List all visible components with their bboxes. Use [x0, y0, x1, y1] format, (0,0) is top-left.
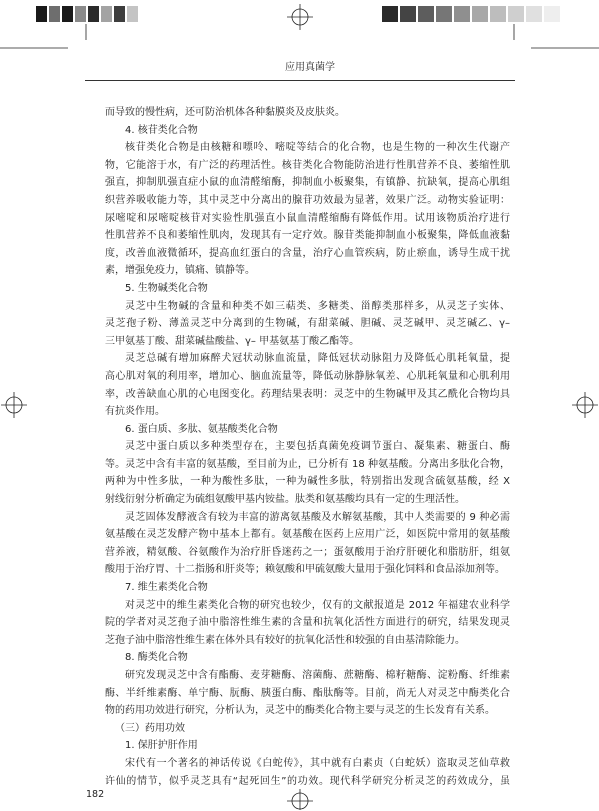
- color-patch: [490, 6, 506, 22]
- color-patch: [127, 6, 138, 22]
- text-line: 有抗炎作用。: [105, 406, 165, 418]
- color-patch: [454, 6, 470, 22]
- paragraph: [105, 755, 510, 790]
- text-line: 性肌营养不良和萎缩性肌肉，发现其有一定疗效。腺苷类能抑制血小板聚集，降低血液黏: [105, 230, 510, 242]
- registration-mark-bottom: [287, 789, 313, 810]
- text-line: 强直，抑制肌强直症小鼠的血清醛缩酶，抑制血小板聚集，有镇静、抗缺氧，提高心肌组: [105, 177, 510, 189]
- text-line: 灵芝中生物碱的含量和种类不如三萜类、多糖类、甾醇类那样多，从灵芝子实体、: [125, 300, 510, 312]
- section-heading: 4. 核苷类化合物: [125, 124, 198, 136]
- text-line: 射线衍射分析确定为硫组氨酸甲基内铵盐。肽类和氨基酸均具有一定的生理活性。: [105, 494, 465, 506]
- color-patch: [472, 6, 488, 22]
- crop-mark-top-left: [0, 24, 86, 48]
- body-text: [105, 104, 510, 790]
- paragraph: [105, 350, 510, 420]
- text-line: 尿嘧啶和尿嘧啶核苷对实验性肌强直小鼠血清醛缩酶有降低作用。试用该物质治疗进行: [105, 212, 510, 224]
- color-patch: [526, 6, 542, 22]
- color-patch: [508, 6, 524, 22]
- section-heading: 1. 保肝护肝作用: [125, 740, 198, 752]
- part-medicinal-effects: [105, 720, 510, 790]
- paragraph: [105, 298, 510, 351]
- color-patch: [400, 6, 416, 22]
- text-line: 芝孢子油中脂溶性维生素在体外具有较好的抗氧化活性和较强的自由基清除能力。: [105, 634, 465, 646]
- header-rule: [85, 80, 515, 81]
- text-line: 物，它能溶于水，有广泛的药理活性。核苷类化合物能防治进行性肌营养不良、萎缩性肌: [105, 159, 510, 171]
- page-number: 182: [86, 789, 105, 800]
- text-line: 高心肌对氧的利用率，增加心、脑血流量等，降低动脉静脉氧差、心肌耗氧量和心肌利用: [105, 370, 510, 382]
- color-patch: [418, 6, 434, 22]
- paragraph: [105, 139, 510, 280]
- paragraph: [105, 509, 510, 579]
- section-vitamins: [105, 579, 510, 649]
- text-line: 等。灵芝中含有丰富的氨基酸，至目前为止，已分析有 18 种氨基酸。分离出多肽化合物，: [105, 458, 510, 470]
- text-line: 酸用于治疗胃、十二指肠和肝炎等；赖氨酸和甲硫氨酸大量用于强化饲料和食品添加剂等。: [105, 564, 505, 576]
- text-line: 灵芝固体发酵液含有较为丰富的游离氨基酸及水解氨基酸，其中人类需要的 9 种必需: [125, 511, 510, 523]
- text-line: 两种为中性多肽，一种为酸性多肽，一种为碱性多肽，特别指出发现含硫氨基酸，经 X: [105, 476, 510, 488]
- color-patch: [75, 6, 86, 22]
- registration-mark-top: [287, 4, 313, 30]
- color-patch: [88, 6, 99, 22]
- section-alkaloids: [105, 280, 510, 421]
- paragraph: [105, 667, 510, 720]
- text-line: 灵芝中蛋白质以多种类型存在，主要包括真菌免疫调节蛋白、凝集素、糖蛋白、酶: [125, 441, 510, 453]
- section-liver-protection: [105, 737, 510, 790]
- section-nucleosides: [105, 122, 510, 280]
- paragraph: [105, 438, 510, 508]
- text-line: 氨基酸在灵芝发酵产物中基本上都有。氨基酸在医药上应用广泛，如医院中常用的氨基酸: [105, 529, 510, 541]
- running-header: 应用真菌学: [285, 62, 335, 73]
- text-line: 核苷类化合物是由核糖和嘌呤、嘧啶等结合的化合物，也是生物的一种次生代谢产: [125, 142, 510, 154]
- text-line: 而导致的慢性病，还可防治机体各种黏膜炎及皮肤炎。: [105, 107, 345, 118]
- text-line: 率，改善缺血心肌的心电图变化。药理结果表明：灵芝中的生物碱甲及其乙酰化合物均具: [105, 388, 510, 400]
- section-enzymes: [105, 649, 510, 719]
- section-heading: 8. 酶类化合物: [125, 652, 188, 664]
- text-line: 对灵芝中的维生素类化合物的研究也较少，仅有的文献报道是 2012 年福建农业科学: [125, 599, 510, 611]
- color-patch: [36, 6, 47, 22]
- color-patch: [62, 6, 73, 22]
- text-line: 素，增强免疫力，镇痛、镇静等。: [105, 265, 255, 277]
- color-patch: [114, 6, 125, 22]
- color-patch: [382, 6, 398, 22]
- text-line: 酶、半纤维素酶、单宁酶、朊酶、胰蛋白酶、酯肽酶等。目前，尚无人对灵芝中酶类化合: [105, 687, 510, 699]
- color-control-bar-left: [36, 6, 140, 22]
- section-heading: 7. 维生素类化合物: [125, 582, 208, 594]
- color-control-bar-right: [382, 6, 562, 22]
- paragraph: [105, 597, 510, 650]
- registration-mark-right: [572, 392, 598, 418]
- part-heading: （三）药用功效: [115, 722, 185, 734]
- text-line: 院的学者对灵芝孢子油中脂溶性维生素的含量和抗氧化活性方面进行的研究，结果发现灵: [105, 617, 510, 629]
- text-line: 研究发现灵芝中含有酯酶、麦芽糖酶、溶菌酶、蔗糖酶、棉籽糖酶、淀粉酶、纤维素: [125, 670, 510, 681]
- text-line: 度，改善血液微循环，提高血红蛋白的含量，治疗心血管疾病，防止瘀血，诱导生成干扰: [105, 247, 510, 259]
- color-patch: [544, 6, 560, 22]
- text-line: 宋代有一个著名的神话传说《白蛇传》，其中就有白素贞（白蛇妖）盗取灵芝仙草救: [125, 757, 510, 769]
- color-patch: [49, 6, 60, 22]
- text-line: 三甲氨基丁酸、甜菜碱盐酸盐、γ– 甲基氨基丁酸乙酯等。: [105, 335, 360, 347]
- text-line: 织营养吸收能力等，其中灵芝中分离出的腺苷功效最为显著，效果广泛。动物实验证明：: [105, 194, 510, 206]
- crop-mark-top-right: [514, 24, 599, 48]
- section-heading: 6. 蛋白质、多肽、氨基酸类化合物: [125, 423, 278, 435]
- text-line: 物的药用功效进行研究，分析认为，灵芝中的酶类化合物主要与灵芝的生长发育有关系。: [105, 705, 495, 717]
- color-patch: [436, 6, 452, 22]
- text-line: 灵芝总碱有增加麻醉犬冠状动脉血流量，降低冠状动脉阻力及降低心肌耗氧量，提: [125, 353, 510, 365]
- text-line: 营养液，精氨酸、谷氨酸作为治疗肝昏迷药之一；蛋氨酸用于治疗肝硬化和脂肪肝，组氨: [105, 546, 510, 558]
- paragraph-continued: [105, 104, 510, 122]
- section-heading: 5. 生物碱类化合物: [125, 282, 208, 294]
- registration-mark-left: [1, 392, 27, 418]
- text-line: 许仙的情节，似乎灵芝具有“起死回生”的功效。现代科学研究分析灵芝的药效成分，虽: [105, 775, 510, 787]
- color-patch: [101, 6, 112, 22]
- section-proteins: [105, 421, 510, 579]
- text-line: 灵芝孢子粉、薄盖灵芝中分离到的生物碱，有甜菜碱、胆碱、灵芝碱甲、灵芝碱乙、γ–: [105, 318, 510, 330]
